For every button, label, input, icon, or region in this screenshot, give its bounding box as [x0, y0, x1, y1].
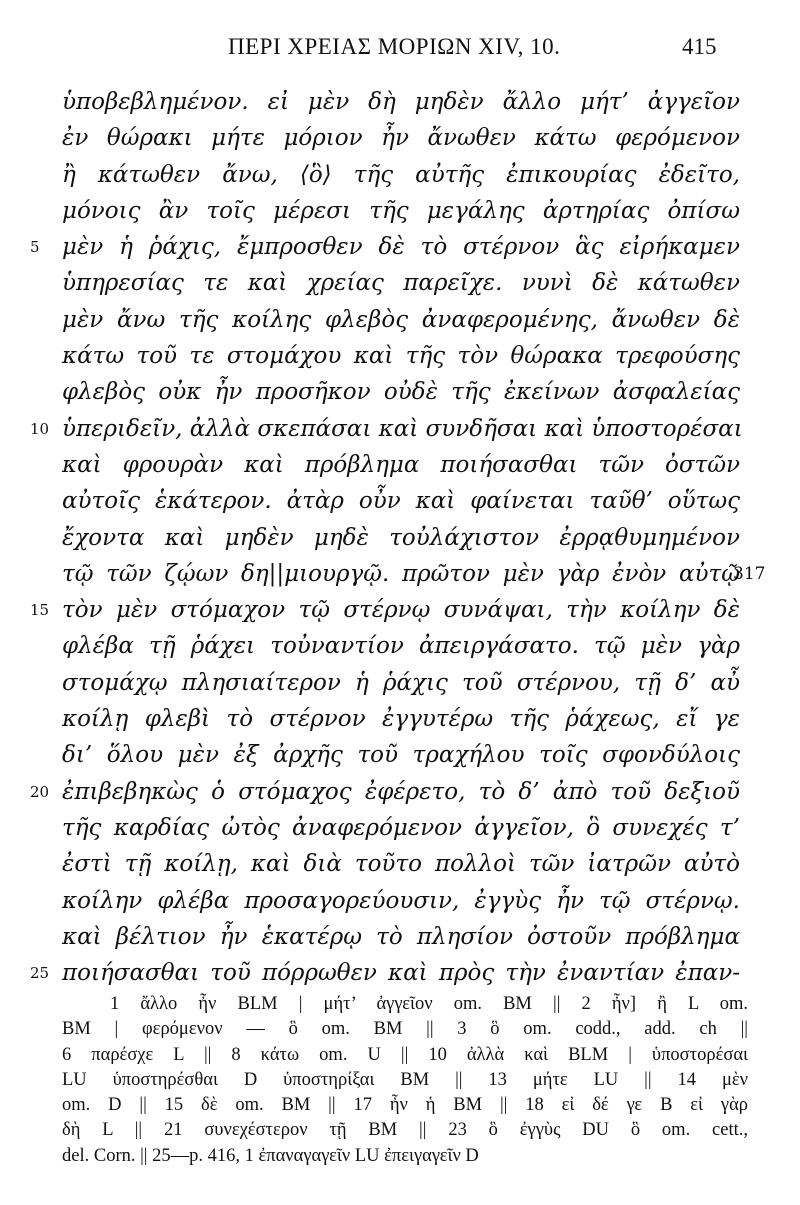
- text-line: [0, 810, 800, 846]
- text-line: [0, 592, 800, 628]
- running-title: ΠΕΡΙ ΧΡΕΙΑΣ ΜΟΡΙΩΝ XIV, 10.: [228, 34, 561, 59]
- line-text: ἔχοντα καὶ μηδὲν μηδὲ τοὐλάχιστον ἐρρᾳθυμημένον: [62, 524, 740, 551]
- line-text: μὲν ἄνω τῆς κοίλης φλεβὸς ἀναφερομένης, ἄνωθεν δὲ: [62, 306, 740, 333]
- text-line: [0, 701, 800, 737]
- line-number: 10: [30, 419, 50, 438]
- text-line: [0, 665, 800, 701]
- text-line: [0, 338, 800, 374]
- apparatus-line: 6 παρέσχε L || 8 κάτω om. U || 10 ἀλλὰ καὶ BLM | ὑποστορέσαι: [62, 1044, 748, 1065]
- line-text: ἐν θώρακι μήτε μόριον ἦν ἄνωθεν κάτω φερόμενον: [62, 125, 740, 152]
- line-text: μόνοις ἂν τοῖς μέρεσι τῆς μεγάλης ἀρτηρίας ὀπίσω: [62, 197, 740, 224]
- line-text: καὶ φρουρὰν καὶ πρόβλημα ποιήσασθαι τῶν ὀστῶν: [62, 451, 740, 478]
- text-line: [0, 556, 800, 592]
- text-line: [0, 265, 800, 301]
- line-text: κοίλην φλέβα προσαγορεύουσιν, ἐγγὺς ἦν τῷ στέρνῳ.: [62, 887, 740, 914]
- text-line: [0, 84, 800, 120]
- apparatus-line: BM | φερόμενον — ὃ om. BM || 3 ὃ om. codd., add. ch ||: [62, 1019, 748, 1040]
- greek-text-body: [0, 84, 800, 991]
- apparatus-line: del. Corn. || 25—p. 416, 1 ἐπαναγαγεῖν LU ἐπειγαγεῖν D: [62, 1145, 479, 1166]
- line-number: 25: [30, 964, 50, 983]
- text-line: [0, 302, 800, 338]
- running-head: [0, 34, 800, 64]
- margin-reference: 317: [733, 563, 766, 584]
- text-line: [0, 520, 800, 556]
- line-text: δι’ ὅλου μὲν ἐξ ἀρχῆς τοῦ τραχήλου τοῖς σφονδύλοις: [62, 742, 740, 769]
- line-text: κάτω τοῦ τε στομάχου καὶ τῆς τὸν θώρακα τρεφούσης: [62, 343, 740, 370]
- line-text: ὑποβεβλημένον. εἰ μὲν δὴ μηδὲν ἄλλο μήτ’ ἀγγεῖον: [62, 89, 740, 115]
- text-line: [0, 737, 800, 773]
- line-text: αὐτοῖς ἑκάτερον. ἀτὰρ οὖν καὶ φαίνεται ταῦθ’ οὕτως: [62, 488, 740, 515]
- text-line: [0, 447, 800, 483]
- line-text: ἢ κάτωθεν ἄνω, ⟨ὃ⟩ τῆς αὐτῆς ἐπικουρίας ἐδεῖτο,: [62, 161, 740, 188]
- critical-apparatus: [62, 992, 748, 1169]
- line-text: φλέβα τῇ ῥάχει τοὐναντίον ἀπειργάσατο. τῷ μὲν γὰρ: [62, 633, 740, 660]
- text-line: [0, 483, 800, 519]
- line-text: τῆς καρδίας ὠτὸς ἀναφερόμενον ἀγγεῖον, ὃ συνεχές τ’: [62, 814, 740, 841]
- text-line: [0, 120, 800, 156]
- line-text: κοίλῃ φλεβὶ τὸ στέρνον ἐγγυτέρω τῆς ῥάχεως, εἴ γε: [62, 706, 740, 733]
- text-line: [0, 628, 800, 664]
- apparatus-line: om. D || 15 δὲ om. BM || 17 ἦν ἡ BM || 18 εἰ δέ γε B εἰ γὰρ: [62, 1095, 748, 1116]
- text-line: [0, 846, 800, 882]
- apparatus-line: δὴ L || 21 συνεχέστερον τῇ BM || 23 ὃ ἐγγὺς DU ὃ om. cett.,: [62, 1120, 748, 1141]
- text-line: [0, 229, 800, 265]
- line-text: φλεβὸς οὐκ ἦν προσῆκον οὐδὲ τῆς ἐκείνων ἀσφαλείας: [62, 379, 740, 406]
- line-text: τὸν μὲν στόμαχον τῷ στέρνῳ συνάψαι, τὴν κοίλην δὲ: [62, 597, 740, 624]
- text-line: [0, 411, 800, 447]
- line-number: 20: [30, 782, 50, 801]
- line-text: ποιήσασθαι τοῦ πόρρωθεν καὶ πρὸς τὴν ἐναντίαν ἐπαν-: [62, 960, 740, 987]
- line-text: τῷ τῶν ζῴων δη||μιουργῷ. πρῶτον μὲν γὰρ ἐνὸν αὐτῷ: [62, 560, 740, 587]
- line-text: καὶ βέλτιον ἦν ἑκατέρῳ τὸ πλησίον ὀστοῦν πρόβλημα: [62, 923, 740, 950]
- line-text: μὲν ἡ ῥάχις, ἔμπροσθεν δὲ τὸ στέρνον ἃς εἰρήκαμεν: [62, 234, 740, 261]
- text-line: [0, 919, 800, 955]
- text-line: [0, 157, 800, 193]
- text-line: [0, 955, 800, 991]
- apparatus-line: LU ὑποστηρέσθαι D ὑποστηρίξαι BM || 13 μήτε LU || 14 μὲν: [62, 1069, 748, 1090]
- apparatus-line: 1 ἄλλο ἦν BLM | μήτ’ ἀγγεῖον om. BM || 2 ἦν] ἢ L om.: [110, 994, 748, 1014]
- line-number: 15: [30, 601, 50, 620]
- text-line: [0, 774, 800, 810]
- line-text: ὑπεριδεῖν, ἀλλὰ σκεπάσαι καὶ συνδῆσαι καὶ ὑποστορέσαι: [62, 415, 743, 442]
- line-number: 5: [30, 238, 40, 257]
- text-line: [0, 883, 800, 919]
- line-text: στομάχῳ πλησιαίτερον ἡ ῥάχις τοῦ στέρνου, τῇ δ’ αὖ: [62, 669, 740, 696]
- line-text: ἐστὶ τῇ κοίλῃ, καὶ διὰ τοῦτο πολλοὶ τῶν ἰατρῶν αὐτὸ: [62, 851, 740, 878]
- page-number: 415: [682, 34, 717, 59]
- text-line: [0, 193, 800, 229]
- line-text: ὑπηρεσίας τε καὶ χρείας παρεῖχε. νυνὶ δὲ κάτωθεν: [62, 270, 740, 297]
- text-line: [0, 374, 800, 410]
- line-text: ἐπιβεβηκὼς ὁ στόμαχος ἐφέρετο, τὸ δ’ ἀπὸ τοῦ δεξιοῦ: [62, 778, 740, 805]
